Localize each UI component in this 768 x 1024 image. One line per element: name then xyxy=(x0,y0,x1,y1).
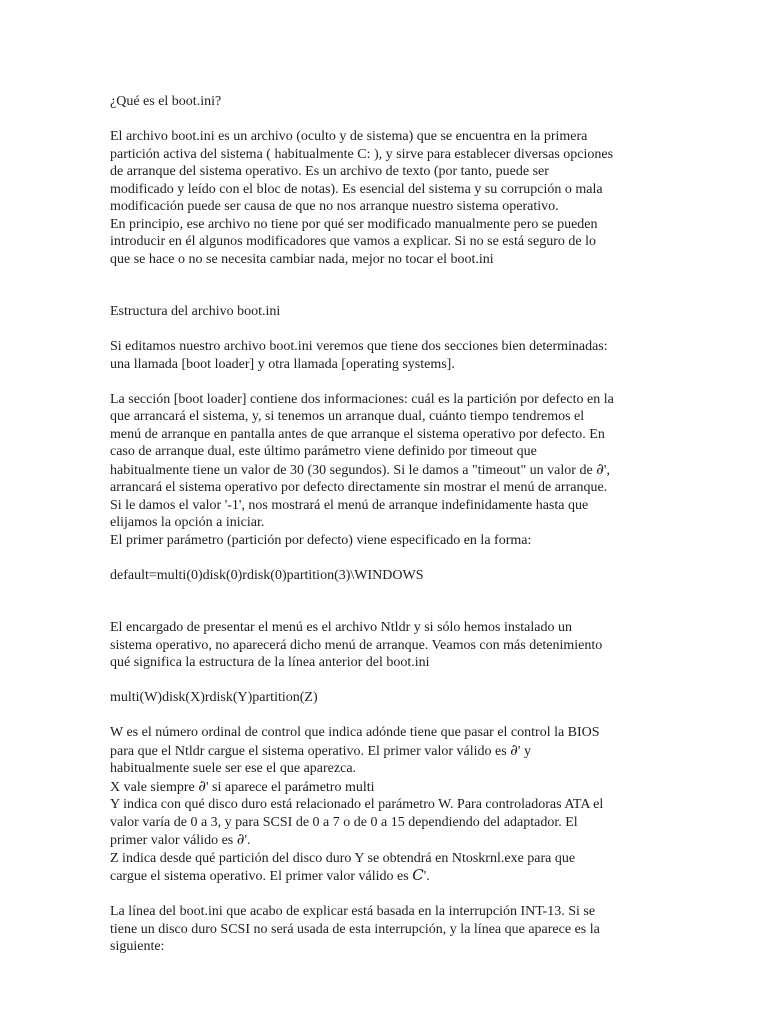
text-line: En principio, ese archivo no tiene por qué ser modificado manualmente pero se pueden xyxy=(110,216,598,232)
text-line: modificación puede ser causa de que no nos arranque nuestro sistema operativo. xyxy=(110,199,559,214)
text-line: una llamada [boot loader] y otra llamada [operating systems]. xyxy=(110,356,455,372)
text-line: W es el número ordinal de control que indica adónde tiene que pasar el control la BIOS xyxy=(110,725,600,740)
int13-paragraph xyxy=(110,903,662,956)
text-line xyxy=(110,778,662,797)
text-fragment: '. xyxy=(423,869,430,884)
text-line: modificado y leído con el bloc de notas). Es esencial del sistema y su corrupción o mala xyxy=(110,181,603,197)
quote-glyph: C xyxy=(412,866,424,884)
text-line xyxy=(110,831,662,850)
text-line: El primer parámetro (partición por defecto) viene especificado en la forma: xyxy=(110,532,532,548)
text-line: caso de arranque dual, este último parámetro viene definido por timeout que xyxy=(110,444,537,459)
text-line xyxy=(110,867,662,886)
text-line: partición activa del sistema ( habitualmente C: ), y sirve para establecer diversas opciones xyxy=(110,146,614,162)
text-line: de arranque del sistema operativo. Es un archivo de texto (por tanto, puede ser xyxy=(110,164,549,179)
text-line: siguiente: xyxy=(110,939,165,954)
text-fragment: ' si aparece el parámetro multi xyxy=(206,779,375,795)
title-heading xyxy=(110,93,662,111)
text-fragment: '. xyxy=(244,833,251,848)
text-line: menú de arranque en pantalla antes de que arranque el sistema operativo por defecto. En xyxy=(110,426,605,442)
text-line xyxy=(110,461,662,480)
text-line: que se hace o no se necesita cambiar nada, mejor no tocar el boot.ini xyxy=(110,251,494,267)
text-line: El archivo boot.ini es un archivo (oculto y de sistema) que se encuentra en la primera xyxy=(110,129,588,144)
section-heading xyxy=(110,303,662,321)
ntldr-paragraph xyxy=(110,619,662,672)
sections-paragraph xyxy=(110,338,662,373)
structure-line xyxy=(110,689,662,707)
text-line: Estructura del archivo boot.ini xyxy=(110,304,281,319)
document-page xyxy=(110,93,662,956)
text-line: valor varía de 0 a 3, y para SCSI de 0 a 7 o de 0 a 15 dependiendo del adaptador. El xyxy=(110,814,578,830)
bootloader-paragraph xyxy=(110,391,662,550)
intro-paragraph xyxy=(110,128,662,268)
text-line: ¿Qué es el boot.ini? xyxy=(110,94,222,109)
quote-glyph: ∂ xyxy=(236,830,245,848)
text-line: La línea del boot.ini que acabo de explicar está basada en la interrupción INT-13. Si se xyxy=(110,904,596,919)
text-line: sistema operativo, no aparecerá dicho menú de arranque. Veamos con más detenimiento xyxy=(110,637,603,653)
text-line: Si le damos el valor '-1', nos mostrará el menú de arranque indefinidamente hasta que xyxy=(110,497,589,513)
text-fragment: habitualmente tiene un valor de 30 (30 segundos). Si le damos a "timeout" un valor de xyxy=(110,462,597,478)
text-fragment: primer valor válido es xyxy=(110,833,237,848)
text-fragment: ' y xyxy=(517,743,531,759)
text-line: La sección [boot loader] contiene dos informaciones: cuál es la partición por defecto en la xyxy=(110,391,614,407)
text-line: habitualmente suele ser ese el que aparezca. xyxy=(110,761,357,776)
text-line: default=multi(0)disk(0)rdisk(0)partition(3)\WINDOWS xyxy=(110,567,424,583)
text-line: Y indica con qué disco duro está relacionado el parámetro W. Para controladoras ATA el xyxy=(110,797,604,812)
default-line xyxy=(110,567,662,585)
text-fragment: X vale siempre xyxy=(110,779,199,795)
text-fragment: cargue el sistema operativo. El primer valor válido es xyxy=(110,869,413,884)
text-fragment: ', xyxy=(603,462,610,478)
text-line: qué significa la estructura de la línea anterior del boot.ini xyxy=(110,655,430,670)
text-fragment: para que el Ntldr cargue el sistema operativo. El primer valor válido es xyxy=(110,743,511,759)
text-line xyxy=(110,742,662,761)
text-line: introducir en él algunos modificadores que vamos a explicar. Si no se está seguro de lo xyxy=(110,234,596,249)
quote-glyph: ∂ xyxy=(198,776,207,795)
text-line: Z indica desde qué partición del disco duro Y se obtendrá en Ntoskrnl.exe para que xyxy=(110,850,576,866)
text-line: arrancará el sistema operativo por defecto directamente sin mostrar el menú de arranque. xyxy=(110,480,608,495)
text-line: Si editamos nuestro archivo boot.ini veremos que tiene dos secciones bien determinadas: xyxy=(110,339,608,354)
quote-glyph: ∂ xyxy=(510,740,518,759)
text-line: elijamos la opción a iniciar. xyxy=(110,515,265,530)
text-line: El encargado de presentar el menú es el archivo Ntldr y si sólo hemos instalado un xyxy=(110,620,572,635)
text-line: tiene un disco duro SCSI no será usada de esta interrupción, y la línea que aparece es la xyxy=(110,921,600,937)
text-line: que arrancará el sistema, y, si tenemos un arranque dual, cuánto tiempo tendremos el xyxy=(110,409,585,424)
text-line: multi(W)disk(X)rdisk(Y)partition(Z) xyxy=(110,690,318,705)
quote-glyph: ∂ xyxy=(596,459,604,478)
parameters-paragraph xyxy=(110,724,662,886)
